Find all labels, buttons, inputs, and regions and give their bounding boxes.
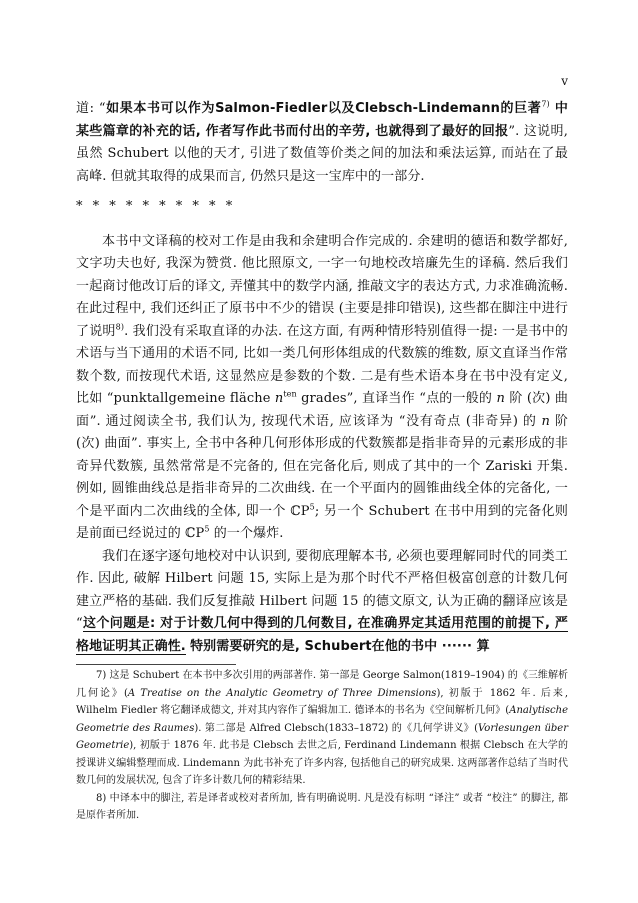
paragraph-1-intro: 道: “: [76, 101, 106, 116]
main-text: [76, 98, 568, 658]
paragraph-2-part-2: . 我们没有采取直译的办法. 在这方面, 有两种情形特别值得一提: 一是书中的术语与当下通用的术语不同, 比如一类几何形体组成的代数簇的维数, 原文直译当作常数个数, 而按现代术语, 这显然应是参数的个数. 二是有些术语本身在书中没有定义, 比如 “punktallgemeine fläche: [76, 323, 568, 406]
paragraph-2-part-1: 本书中文译稿的校对工作是由我和余建明合作完成的. 余建明的德语和数学都好, 文字功夫也好, 我深为赞赏. 他比照原文, 一字一句地校改培廉先生的译稿. 然后我们一起商讨他改订后的译文, 弄懂其中的数学内涵, 推敲文字的表达方式, 力求准确流畅. 在此过程中, 我们还纠正了原书中不少的错误 (主要是排印错误), 这些都在脚注中进行了说明: [76, 233, 568, 339]
paragraph-2-part-4: 阶 (次) 曲面”. 通过阅读全书, 我们认为, 按现代术语, 应该译为 “没有奇点 (非奇异) 的: [76, 391, 568, 429]
footnote-7-text-c: ). 第二部是 Alfred Clebsch(1833–1872) 的《几何学讲义》(: [194, 722, 478, 734]
footnote-8: [76, 790, 568, 825]
paragraph-2-part-5: 阶 (次) 曲面”. 事实上, 全书中各种几何形体形成的代数簇都是指非奇异的元素形成的非奇异代数簇, 虽然常常是不完备的, 但在完备化后, 则成了其中的一个 Zariski 开集. 例如, 圆锥曲线总是指非奇异的二次曲线. 在一个平面内的圆锥曲线全体的完备化, 一个是平面内二次曲线的全体, 即一个 ℂP: [76, 413, 568, 519]
hilbert-translation-part-b: 特别需要研究的是, Schubert在他的书中 ······ 算: [190, 638, 490, 654]
math-ten-superscript: ten: [283, 389, 297, 399]
paragraph-1: [76, 98, 568, 188]
book-title-salmon: A Treatise on the Analytic Geometry of Three Dimensions: [127, 687, 437, 699]
paragraph-2-part-7: 的一个爆炸.: [209, 526, 284, 541]
footnote-divider: [76, 664, 236, 665]
footnote-7-text-a: 7) 这是 Schubert 在本书中多次引用的两部著作. 第一部是 George Salmon(1819–1904) 的《三维解析几何论》(: [76, 670, 568, 699]
footnote-7-text-d: ), 初版于 1876 年. 此书是 Clebsch 去世之后, Ferdinand Lindemann 根据 Clebsch 在大学的授课讲义编辑整理而成. Lindemann 为此书补充了许多内容, 包括他自己的研究成果. 这两部著作总结了当时代数几何的发展状况, 包含了许多计数几何的精彩结果.: [76, 740, 568, 786]
page-number: v: [561, 74, 568, 88]
section-separator: * * * * * * * * * *: [76, 199, 236, 214]
math-exponent-5: 5: [204, 524, 210, 534]
paragraph-1-rest: ”. 这说明, 虽然 Schubert 以他的天才, 引进了数值等价类之间的加法和乘法运算, 而站在了最高峰. 但就其取得的成果而言, 仍然只是这一宝库中的一部分.: [76, 123, 568, 184]
paragraph-3-part-1: 我们在逐字逐句地校对中认识到, 要彻底理解本书, 必须也要理解同时代的同类工作. 因此, 破解 Hilbert 问题 15, 实际上是为那个时代不严格但极富创意的计数几何建立严格的基础. 我们反复推敲 Hilbert 问题 15 的德文原文, 认为正确的翻译应该是 “: [76, 548, 568, 631]
schubert-quote-part-a: 如果本书可以作为Salmon-Fiedler以及Clebsch-Lindemann的巨著: [105, 101, 542, 116]
footnote-7: [76, 667, 568, 790]
footnote-8-text: 8) 中译本中的脚注, 若是译者或校对者所加, 皆有明确说明. 凡是没有标明 “译注” 或者 “校注” 的脚注, 都是原作者所加.: [76, 792, 568, 821]
book-title-fiedler: Analytische Geometrie des Raumes: [76, 705, 568, 734]
schubert-quote-part-b: 中某些篇章的补充的话, 作者写作此书而付出的辛劳, 也就得到了最好的回报: [76, 101, 569, 139]
footnotes: [76, 667, 568, 825]
paragraph-2-part-3: grades”, 直译当作 “点的一般的: [296, 391, 497, 406]
hilbert-translation-part-a: 这个问题是: 对于计数几何中得到的几何数目, 在准确界定其适用范围的前提下, 严格地证明其正确性.: [76, 616, 568, 654]
math-exponent-5: 5: [309, 502, 315, 512]
book-title-clebsch: Vorlesungen über Geometrie: [76, 722, 569, 751]
footnote-ref-7[interactable]: 7): [541, 99, 550, 109]
math-n: n: [496, 391, 505, 406]
footnote-7-text-b: ), 初版于 1862 年. 后来, Wilhelm Fiedler 将它翻译成德文, 并对其内容作了编辑加工. 德译本的书名为《空间解析几何》(: [76, 687, 568, 716]
paragraph-2-part-6: ; 另一个 Schubert 在书中用到的完备化则是前面已经说过的 ℂP: [76, 503, 568, 541]
paragraph-3: [76, 546, 568, 659]
math-n: n: [541, 413, 551, 429]
paragraph-2: [76, 231, 568, 546]
math-n: n: [274, 391, 284, 406]
footnote-ref-8[interactable]: 8): [115, 322, 125, 332]
